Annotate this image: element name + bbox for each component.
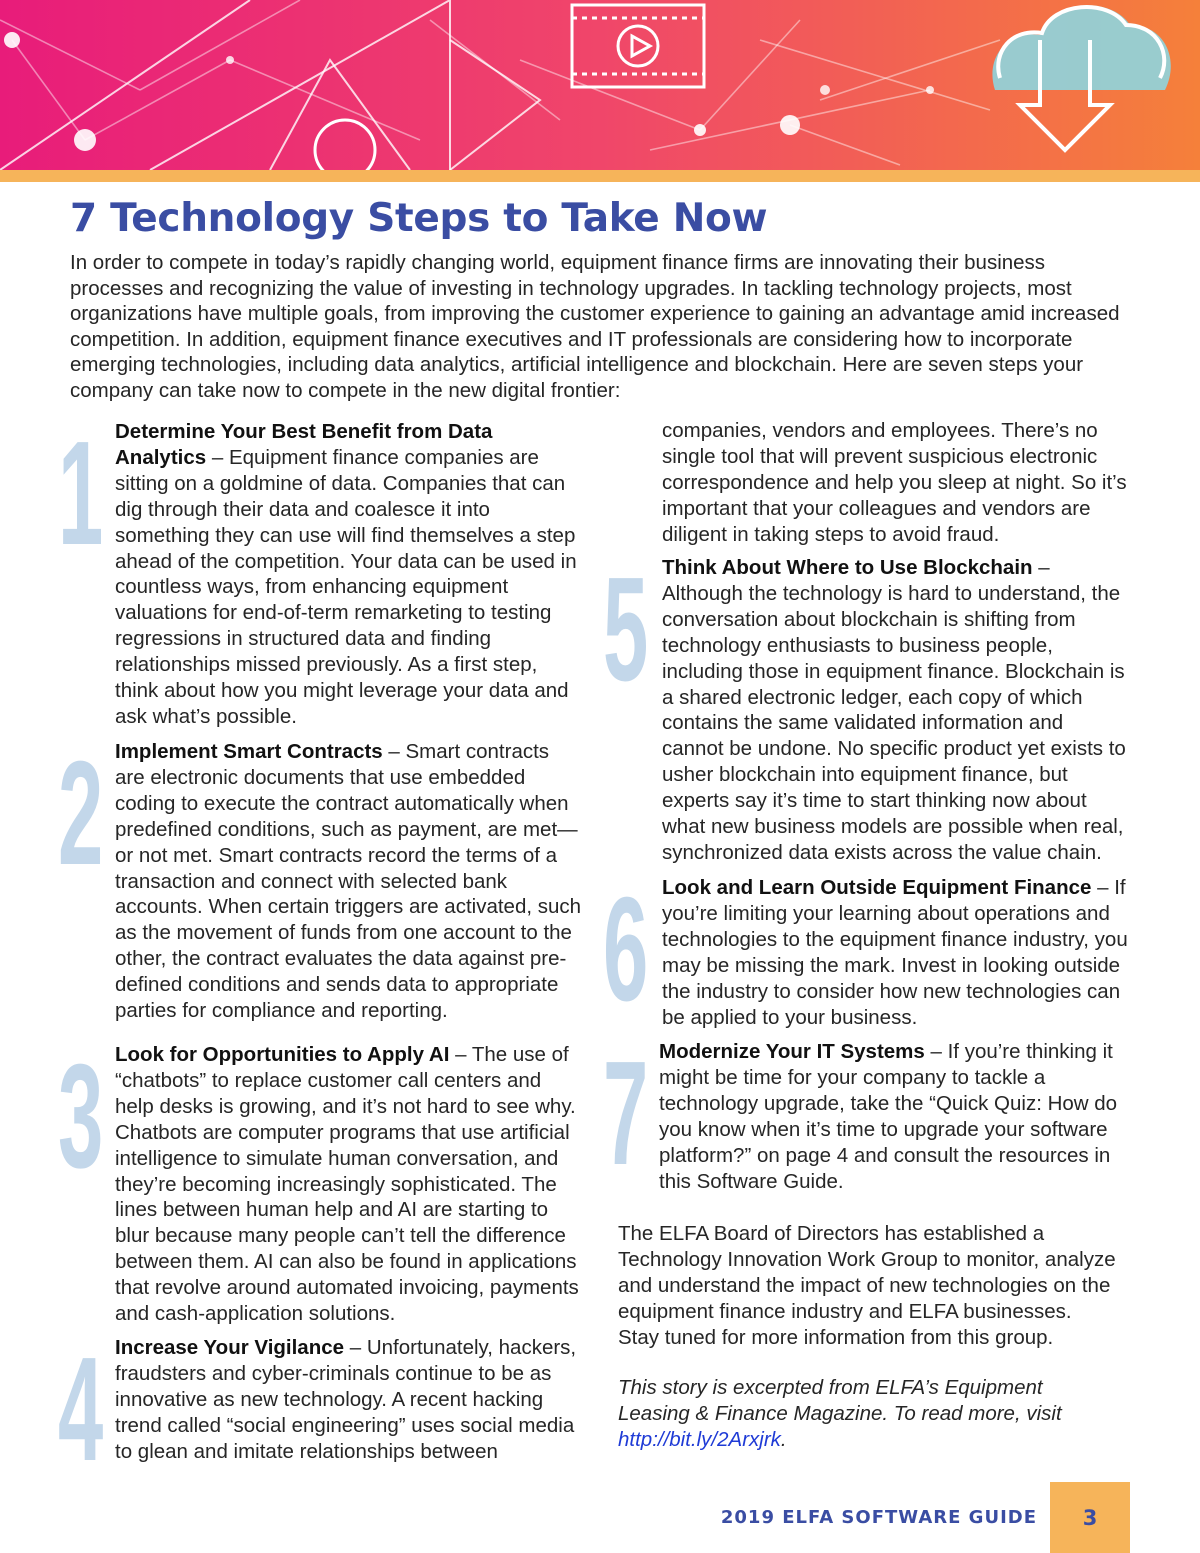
page-title: 7 Technology Steps to Take Now — [70, 196, 768, 241]
step-4 — [58, 1327, 583, 1492]
step-number: 3 — [58, 1034, 104, 1199]
step-number: 1 — [58, 411, 104, 576]
step-heading: Think About Where to Use Blockchain — [662, 556, 1033, 579]
board-note: The ELFA Board of Directors has established a Technology Innovation Work Group to monitor, analyze and understand the impact of new technologies on the equipment finance industry and ELFA businesses. Stay tuned for more information from this group. — [618, 1222, 1116, 1349]
step-7 — [603, 1031, 1128, 1196]
step-body: – If you’re limiting your learning about operations and technologies to the equipment finance industry, you may be missing the mark. Invest in looking outside the industry to consider how new technologies can be applied to your business. — [662, 876, 1128, 1029]
excerpt-end: . — [780, 1427, 787, 1451]
step-body: – Smart contracts are electronic documents that use embedded coding to execute the contract automatically when predefined conditions, such as payment, are met—or not met. Smart contracts record the terms of a transaction and connect with selected bank accounts. When certain triggers are activated, such as the movement of funds from one account to the other, the contract evaluates the data against pre-defined conditions and sends data to appropriate parties for compliance and reporting. — [115, 740, 582, 1023]
step-4-continuation: companies, vendors and employees. There’s no single tool that will prevent suspicious electronic correspondence and help you sleep at night. So it’s important that your colleagues and vendors are diligent in taking steps to avoid fraud. — [662, 419, 1127, 546]
accent-stripe — [0, 170, 1200, 182]
step-6 — [603, 867, 1128, 1032]
page-number-box — [1050, 1482, 1130, 1553]
step-number: 4 — [58, 1327, 104, 1492]
step-number: 2 — [58, 731, 104, 896]
step-body: – The use of “chatbots” to replace customer call centers and help desks is growing, and it’s not hard to see why. Chatbots are computer programs that use artificial intelligence to simulate human conversation, and they’re becoming increasingly sophisticated. The lines between human help and AI are starting to blur because many people can’t tell the difference between them. AI can also be found in applications that revolve around automated invoicing, payments and cash-application solutions. — [115, 1043, 579, 1326]
page-number: 3 — [1082, 1505, 1098, 1530]
step-number: 6 — [603, 867, 649, 1032]
excerpt-text: This story is excerpted from ELFA’s Equipment Leasing & Finance Magazine. To read more, visit — [618, 1376, 1062, 1425]
step-3 — [58, 1034, 583, 1327]
intro-paragraph: In order to compete in today’s rapidly changing world, equipment finance firms are innovating their business processes and recognizing the value of investing in technology upgrades. In tackling technology projects, most organizations have multiple goals, from improving the customer experience to gaining an advantage amid increased competition. In addition, equipment finance executives and IT professionals are considering how to incorporate emerging technologies, including data analytics, artificial intelligence and blockchain. Here are seven steps your company can take now to compete in the new digital frontier: — [70, 251, 1120, 402]
step-body: – If you’re thinking it might be time for your company to tackle a technology upgrade, take the “Quick Quiz: How do you know when it’s time to upgrade your software platform?” on page 4 and consult the resources in this Software Guide. — [659, 1040, 1118, 1193]
step-heading: Look for Opportunities to Apply AI — [115, 1043, 450, 1066]
step-heading: Increase Your Vigilance — [115, 1336, 345, 1359]
step-heading: Look and Learn Outside Equipment Finance — [662, 876, 1092, 899]
step-1 — [58, 411, 583, 730]
step-body: – Equipment finance companies are sitting on a goldmine of data. Companies that can dig through their data and coalesce it into something they can use will find themselves a step ahead of the competition. Your data can be used in countless ways, from enhancing equipment valuations for end-of-term remarketing to testing regressions in structured data and finding relationships missed previously. As a first step, think about how you might leverage your data and ask what’s possible. — [115, 445, 577, 728]
step-5 — [603, 547, 1128, 866]
header-banner — [0, 0, 1200, 170]
step-heading: Modernize Your IT Systems — [659, 1040, 925, 1063]
step-number: 7 — [603, 1031, 649, 1196]
step-heading: Implement Smart Contracts — [115, 740, 383, 763]
magazine-link[interactable]: http://bit.ly/2Arxjrk — [618, 1427, 781, 1451]
footer-guide-label: 2019 ELFA SOFTWARE GUIDE — [720, 1507, 1037, 1528]
step-number: 5 — [603, 547, 649, 712]
excerpt-note — [618, 1375, 1118, 1453]
step-2 — [58, 731, 583, 1024]
step-heading: Determine Your Best Benefit from Data Analytics — [115, 420, 493, 469]
step-body: – Unfortunately, hackers, fraudsters and cyber-criminals continue to be as innovative as new technology. A recent hacking trend called “social engineering” uses social media to glean and imitate relationships between — [115, 1336, 577, 1463]
step-body: – Although the technology is hard to understand, the conversation about blockchain is shifting from technology enthusiasts to business people, including those in equipment finance. Blockchain is a shared electronic ledger, each copy of which contains the same validated information and cannot be undone. No specific product yet exists to usher blockchain into equipment finance, but experts say it’s time to start thinking now about what new business models are possible when real, synchronized data exists across the value chain. — [662, 556, 1126, 864]
